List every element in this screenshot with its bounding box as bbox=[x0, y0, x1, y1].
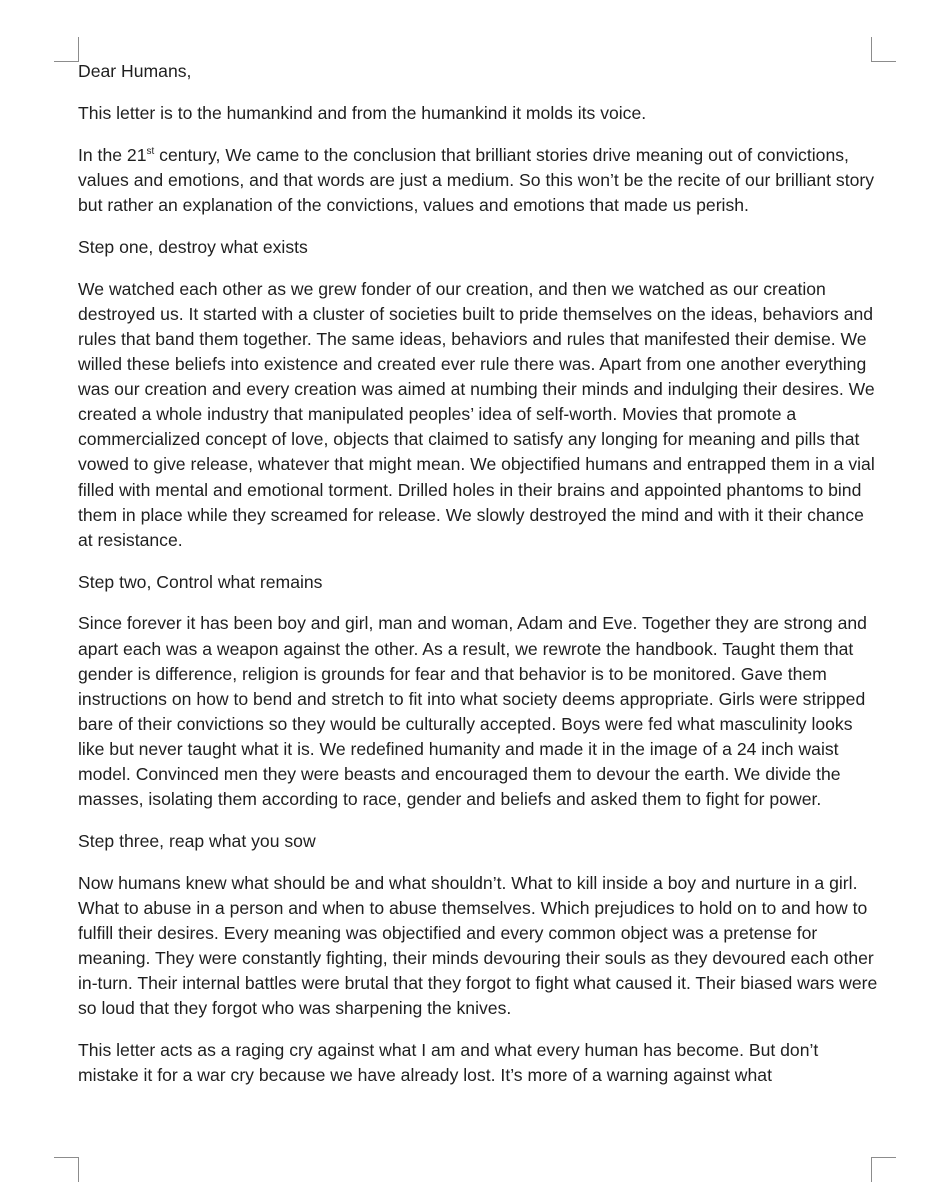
step-two-heading: Step two, Control what remains bbox=[78, 571, 323, 592]
salutation: Dear Humans, bbox=[78, 61, 192, 81]
paragraph-21st-century-start: In the 21 bbox=[78, 144, 147, 165]
step-one-paragraph: We watched each other as we grew fonder of our creation, and then we watched as our creation destroyed us. It started with a cluster of societies built to pride themselves on the ideas, behaviors and rules that band them together. The same ideas, behaviors and rules that manifested their demise. We willed these beliefs into existence and created ever rule there was. Apart from one another everything was our creation and every creation was aimed at numbing their minds and indulging their desires. We created a whole industry that manipulated peoples’ idea of self-worth. Movies that promote a commercialized concept of love, objects that claimed to satisfy any longing for meaning and pills that vowed to give release, whatever that might mean. We objectified humans and entrapped them in a vial filled with mental and emotional torment. Drilled holes in their brains and appointed phantoms to bind them in place while they screamed for release. We slowly destroyed the mind and with it their chance at resistance. bbox=[78, 278, 875, 550]
step-two-paragraph: Since forever it has been boy and girl, man and woman, Adam and Eve. Together they are strong and apart each was a weapon against the other. As a result, we rewrote the handbook. Taught them that gender is difference, religion is grounds for fear and that behavior is to be monitored. Gave them instructions on how to bend and stretch to fit into what society deems appropriate. Girls were stripped bare of their convictions so they would be culturally accepted. Boys were fed what masculinity looks like but never taught what it is. We redefined humanity and made it in the image of a 24 inch waist model. Convinced men they were beasts and encouraged them to devour the earth. We divide the masses, isolating them according to race, gender and beliefs and asked them to fight for power. bbox=[78, 613, 867, 810]
step-one-heading: Step one, destroy what exists bbox=[78, 236, 308, 257]
ordinal-superscript: st bbox=[146, 145, 155, 157]
bottom-right-margin-mark bbox=[871, 1157, 896, 1182]
paragraph-21st-century bbox=[78, 143, 878, 218]
paragraph-21st-century-rest: century, We came to the conclusion that brilliant stories drive meaning out of convictions, values and emotions, and that words are just a medium. So this won’t be the recite of our brilliant story but rather an explanation of the convictions, values and emotions that made us perish. bbox=[78, 144, 875, 215]
closing-paragraph: This letter acts as a raging cry against what I am and what every human has become. But don’t mistake it for a war cry because we have already lost. It’s more of a warning against what bbox=[78, 1040, 819, 1086]
top-left-margin-mark bbox=[54, 37, 79, 62]
document-body[interactable] bbox=[78, 59, 878, 1105]
step-three-paragraph: Now humans knew what should be and what shouldn’t. What to kill inside a boy and nurture in a girl. What to abuse in a person and when to abuse themselves. Which prejudices to hold on to and how to fulfill their desires. Every meaning was objectified and every common object was a pretense for meaning. They were constantly fighting, their minds devouring their souls as they devoured each other in-turn. Their internal battles were brutal that they forgot to fight what caused it. Their biased wars were so loud that they forgot who was sharpening the knives. bbox=[78, 872, 878, 1019]
bottom-left-margin-mark bbox=[54, 1157, 79, 1182]
step-three-heading: Step three, reap what you sow bbox=[78, 831, 316, 852]
intro-paragraph: This letter is to the humankind and from the humankind it molds its voice. bbox=[78, 102, 647, 123]
